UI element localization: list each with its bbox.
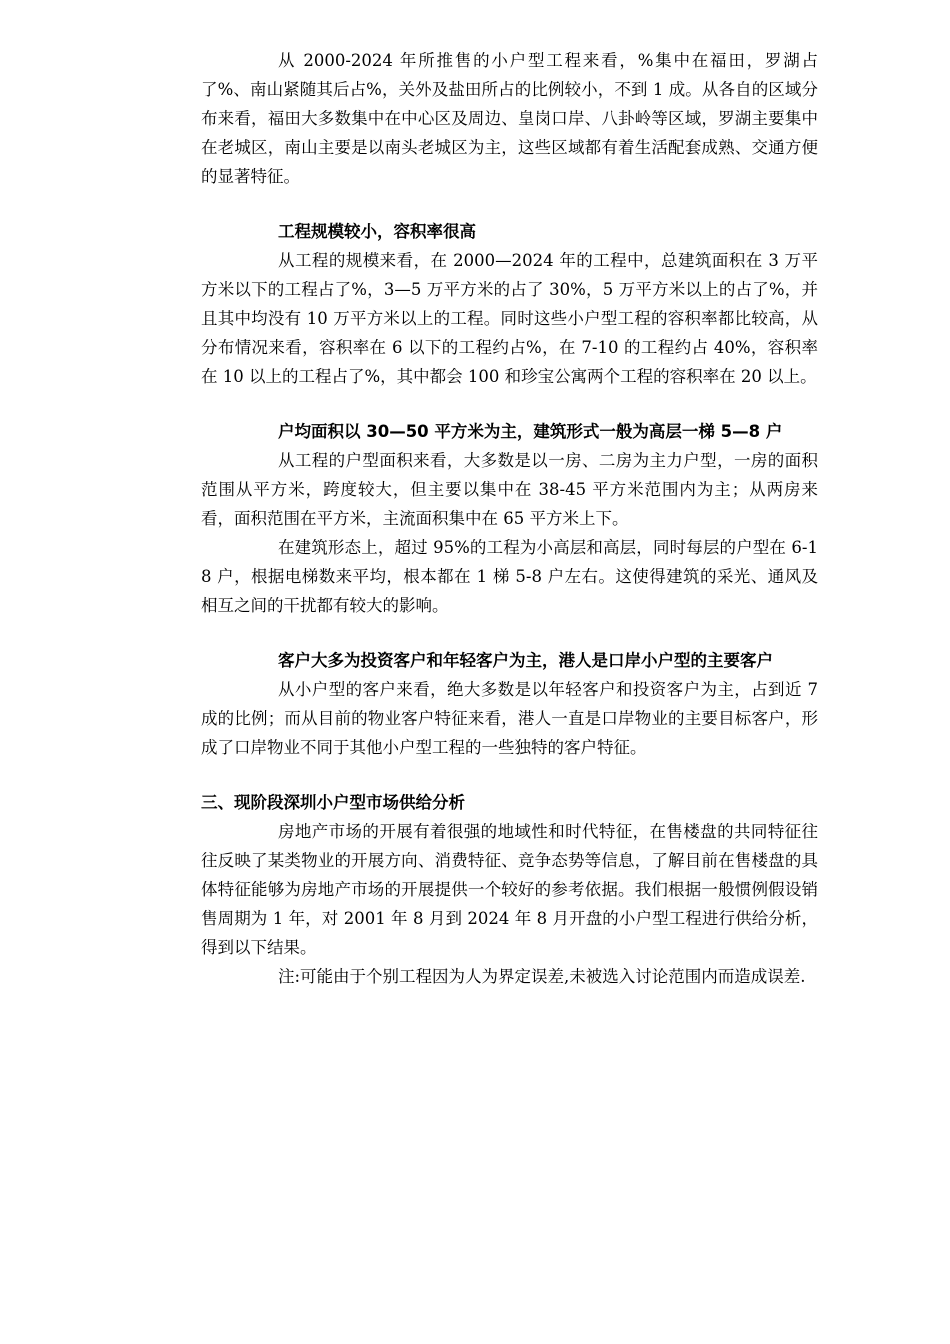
paragraph-supply-analysis: 房地产市场的开展有着很强的地域性和时代特征，在售楼盘的共同特征往往反映了某类物业的开展方向、消费特征、竞争态势等信息，了解目前在售楼盘的具体特征能够为房地产市场的开展提供一个较好的参考依据。我们根据一般惯例假设销售周期为 1 年，对 2001 年 8 月到 2024 年 8 月开盘的小户型工程进行供给分析，得到以下结果。: [201, 822, 818, 957]
section-title-supply-analysis: 三、现阶段深圳小户型市场供给分析: [201, 793, 465, 812]
paragraph-building-form: 在建筑形态上，超过 95%的工程为小高层和高层，同时每层的户型在 6-18 户，根据电梯数来平均，根本都在 1 梯 5-8 户左右。这使得建筑的采光、通风及相互之间的干扰都有较大的影响。: [201, 538, 818, 615]
paragraph-district-distribution: 从 2000-2024 年所推售的小户型工程来看，%集中在福田，罗湖占了%、南山紧随其后占%，关外及盐田所占的比例较小，不到 1 成。从各自的区域分布来看，福田大多数集中在中心区及周边、皇岗口岸、八卦岭等区域，罗湖主要集中在老城区，南山主要是以南头老城区为主，这些区域都有着生活配套成熟、交通方便的显著特征。: [201, 51, 818, 186]
spacer: [201, 391, 818, 417]
paragraph-customers: 从小户型的客户来看，绝大多数是以年轻客户和投资客户为主，占到近 7 成的比例；而从目前的物业客户特征来看，港人一直是口岸物业的主要目标客户，形成了口岸物业不同于其他小户型工程的一些独特的客户特征。: [201, 680, 818, 757]
paragraph-note: 注:可能由于个别工程因为人为界定误差,未被选入讨论范围内而造成误差.: [278, 967, 806, 986]
paragraph-project-scale: 从工程的规模来看，在 2000—2024 年的工程中，总建筑面积在 3 万平方米以下的工程占了%，3—5 万平方米的占了 30%，5 万平方米以上的占了%，并且其中均没有 10 万平方米以上的工程。同时这些小户型工程的容积率都比较高，从分布情况来看，容积率在 6 以下的工程约占%，在 7-10 的工程约占 40%，容积率在 10 以上的工程占了%，其中都会 100 和珍宝公寓两个工程的容积率在 20 以上。: [201, 251, 818, 386]
spacer: [201, 762, 818, 788]
document-page: [201, 46, 818, 991]
heading-project-scale: 工程规模较小，容积率很高: [278, 222, 476, 241]
heading-unit-area: 户均面积以 30—50 平方米为主，建筑形式一般为高层一梯 5—8 户: [278, 422, 783, 441]
spacer: [201, 191, 818, 217]
heading-customers: 客户大多为投资客户和年轻客户为主，港人是口岸小户型的主要客户: [278, 651, 773, 670]
spacer: [201, 620, 818, 646]
paragraph-unit-area: 从工程的户型面积来看，大多数是以一房、二房为主力户型，一房的面积范围从平方米，跨度较大，但主要以集中在 38-45 平方米范围内为主；从两房来看，面积范围在平方米，主流面积集中在 65 平方米上下。: [201, 451, 818, 528]
